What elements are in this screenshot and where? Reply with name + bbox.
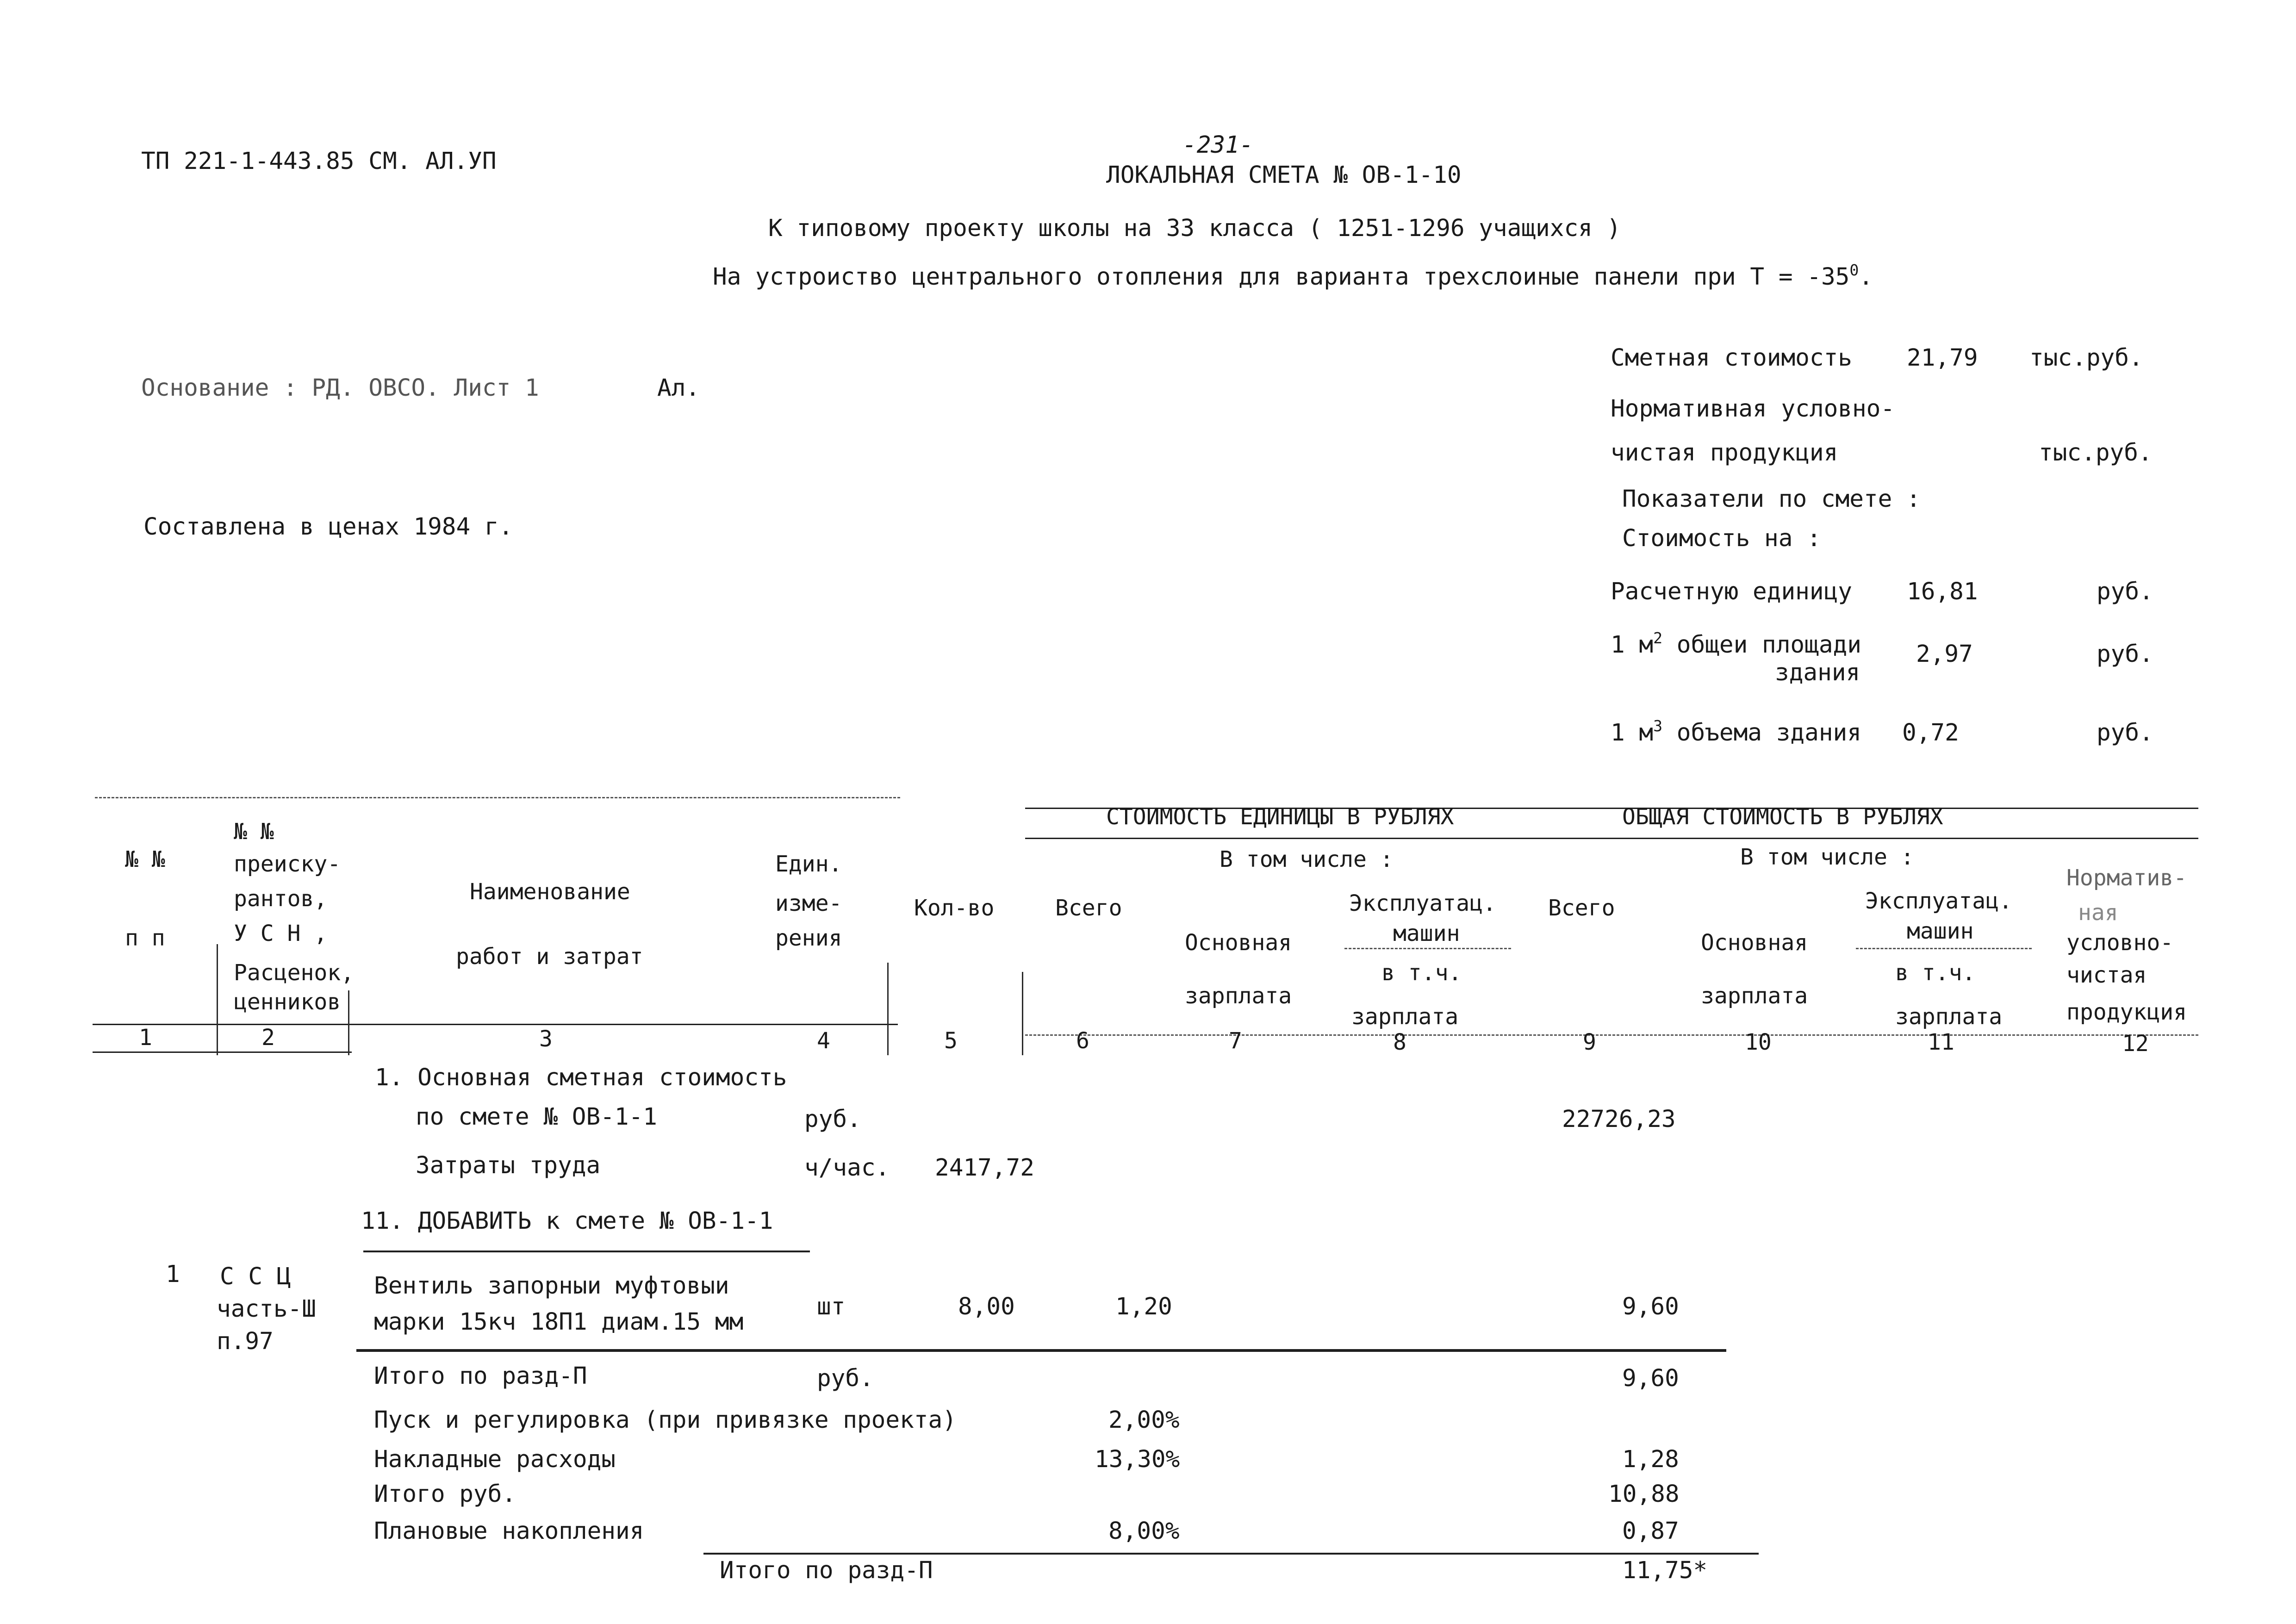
subtitle-purpose-text: На устроиство центрального отопления для варианта трехслоиные панели при Т = -35 [713, 263, 1850, 291]
col-num-11: 11 [1928, 1029, 1954, 1055]
machines2-head-d: зарплата [1895, 1004, 2003, 1030]
item-number: 1 [166, 1261, 180, 1288]
subtotal-label: Итого по разд-П [374, 1363, 587, 1390]
norm-head-b: ная [2078, 900, 2118, 926]
norm-label-1: Нормативная условно- [1611, 395, 1895, 423]
degree-sup: 0 [1849, 261, 1859, 280]
col-num-9: 9 [1583, 1029, 1596, 1055]
total-head: Всего [1055, 895, 1122, 921]
col2-head-e: Расценок, [234, 960, 355, 986]
row1-name-b: по смете № ОВ-1-1 [416, 1103, 657, 1131]
table-top-rule [95, 797, 900, 798]
subtitle-purpose [713, 261, 1873, 291]
area-label-2: здания [1775, 659, 1860, 686]
basic-wage2-head-a: Основная [1701, 930, 1808, 956]
vol-label [1611, 717, 1861, 747]
col-num-1: 1 [139, 1025, 152, 1051]
subtotal-total: 9,60 [1622, 1365, 1679, 1392]
prices-year: Составлена в ценах 1984 г. [143, 513, 513, 541]
col1-head-b: п п [125, 925, 165, 951]
col-num-7: 7 [1229, 1028, 1242, 1054]
col-num-10: 10 [1745, 1029, 1772, 1055]
subtitle-project: К типовому проекту школы на 33 класса ( 1251-1296 учащихся ) [768, 215, 1621, 242]
overhead-total: 1,28 [1622, 1446, 1679, 1473]
machines2-head-b: машин [1907, 918, 1974, 944]
machines-head-c: в т.ч. [1381, 960, 1462, 986]
document-title: ЛОКАЛЬНАЯ СМЕТА № ОВ-1-10 [1106, 162, 1462, 189]
norm-label-2: чистая продукция [1611, 439, 1838, 467]
calc-unit-unit: руб. [2097, 578, 2153, 605]
norm-head-e: продукция [2066, 999, 2187, 1025]
norm-head-c: условно- [2066, 930, 2174, 956]
vol-value: 0,72 [1902, 719, 1959, 747]
plan-total: 0,87 [1622, 1518, 1679, 1545]
item-ref-b: часть-Ш [217, 1295, 316, 1323]
vol-sup: 3 [1653, 717, 1663, 735]
item-ref-a: С С Ц [220, 1263, 291, 1290]
final-total: 11,75* [1622, 1557, 1708, 1584]
col4-head-a: Един. [775, 851, 842, 877]
num-row-rule [93, 1052, 352, 1053]
plan-pct: 8,00% [1108, 1518, 1180, 1545]
row2-name: Затраты труда [416, 1152, 601, 1179]
cost-on-label: Стоимость на : [1622, 525, 1821, 552]
col3-head-a: Наименование [470, 879, 630, 905]
item-unit: шт [817, 1293, 846, 1320]
unit-cost-group-title: СТОИМОСТЬ ЕДИНИЦЫ В РУБЛЯХ [1106, 804, 1454, 830]
item-name-a: Вентиль запорныи муфтовыи [374, 1272, 729, 1300]
col-num-8: 8 [1393, 1029, 1406, 1055]
basis-label: Основание : РД. ОВСО. Лист 1 [141, 374, 539, 402]
overhead-pct: 13,30% [1095, 1446, 1180, 1473]
col-num-5: 5 [944, 1028, 958, 1054]
row3-section-title: 11. ДОБАВИТЬ к смете № ОВ-1-1 [361, 1207, 773, 1235]
row2-unit: ч/час. [804, 1154, 890, 1182]
header-bottom-rule [93, 1024, 898, 1025]
area-label-post: общеи площади [1662, 631, 1861, 659]
machines-rule [1344, 948, 1511, 949]
basic-wage2-head-b: зарплата [1701, 983, 1808, 1009]
area-value: 2,97 [1916, 641, 1973, 668]
overhead-label: Накладные расходы [374, 1446, 616, 1473]
section-title-rule [363, 1251, 810, 1252]
area-unit: руб. [2097, 641, 2153, 668]
norm-head-d: чистая [2066, 962, 2147, 988]
col-num-3: 3 [539, 1026, 553, 1052]
machines2-head-c: в т.ч. [1895, 960, 1976, 986]
col-num-2: 2 [261, 1025, 275, 1051]
col-num-12: 12 [2122, 1031, 2149, 1057]
total2-head: Всего [1548, 895, 1615, 921]
col-sep-4 [887, 963, 889, 1055]
item-total: 9,60 [1622, 1293, 1679, 1320]
machines-head-a: Эксплуатац. [1349, 890, 1496, 916]
machines-head-d: зарплата [1351, 1004, 1459, 1030]
col-sep-2 [348, 990, 349, 1055]
col5-head: Кол-во [914, 895, 995, 921]
unit-cost-group-rule [1025, 838, 2198, 839]
item-qty: 8,00 [958, 1293, 1015, 1320]
subtotal-unit: руб. [817, 1365, 874, 1392]
basic-wage-head-b: зарплата [1185, 983, 1292, 1009]
col-num-6: 6 [1076, 1028, 1089, 1054]
including2-label: В том числе : [1740, 844, 1914, 870]
item-ref-c: п.97 [217, 1328, 274, 1355]
machines2-head-a: Эксплуатац. [1865, 888, 2012, 914]
start-label: Пуск и регулировка (при привязке проекта) [374, 1406, 957, 1434]
norm-head-a: Норматив- [2066, 865, 2187, 891]
final-label: Итого по разд-П [720, 1557, 933, 1584]
est-cost-label: Сметная стоимость [1611, 344, 1852, 372]
col-sep-5 [1022, 972, 1023, 1055]
basic-wage-head-a: Основная [1185, 930, 1292, 956]
col2-head-c: рантов, [234, 886, 328, 912]
row1-total: 22726,23 [1562, 1106, 1676, 1133]
norm-unit: тыс.руб. [2039, 439, 2153, 467]
plan-label: Плановые накопления [374, 1518, 644, 1545]
final-top-rule [703, 1553, 1759, 1555]
header-bottom-rule-right [1025, 1034, 2198, 1036]
calc-unit-label: Расчетную единицу [1611, 578, 1852, 605]
col4-head-c: рения [775, 925, 842, 951]
basis-sheet: Ал. [657, 374, 700, 402]
col-num-4: 4 [817, 1028, 830, 1054]
itogo-total: 10,88 [1608, 1481, 1680, 1508]
col2-head-d: У С Н , [234, 921, 328, 946]
col3-head-b: работ и затрат [456, 944, 643, 970]
item-price: 1,20 [1115, 1293, 1172, 1320]
indicators-label: Показатели по смете : [1622, 485, 1921, 513]
col1-head-a: № № [125, 846, 165, 872]
col2-head-a: № № [234, 819, 274, 845]
row1-unit: руб. [804, 1106, 861, 1133]
document-code: ТП 221-1-443.85 СМ. АЛ.УП [141, 148, 497, 175]
page-number: -231- [1182, 131, 1254, 159]
start-pct: 2,00% [1108, 1406, 1180, 1434]
est-cost-value: 21,79 [1907, 344, 1978, 372]
vol-unit: руб. [2097, 719, 2153, 747]
itogo-label: Итого руб. [374, 1481, 516, 1508]
area-label [1611, 629, 1861, 659]
est-cost-unit: тыс.руб. [2029, 344, 2143, 372]
including-label: В том числе : [1220, 846, 1394, 872]
machines-head-b: машин [1393, 921, 1460, 946]
item-name-b: марки 15кч 18П1 диам.15 мм [374, 1308, 744, 1336]
area-label-pre: 1 м [1611, 631, 1654, 659]
col4-head-b: изме- [775, 890, 842, 916]
row1-name-a: 1. Основная сметная стоимость [375, 1064, 787, 1091]
machines2-rule [1856, 948, 2032, 949]
area-sup: 2 [1653, 629, 1663, 647]
col-sep-1 [217, 944, 218, 1055]
col2-head-f: ценников [234, 989, 341, 1015]
col2-head-b: преиску- [234, 851, 341, 877]
total-cost-group-title: ОБЩАЯ СТОИМОСТЬ В РУБЛЯХ [1622, 804, 1943, 830]
row2-qty: 2417,72 [935, 1154, 1034, 1182]
calc-unit-value: 16,81 [1907, 578, 1978, 605]
item-bottom-rule [356, 1349, 1726, 1352]
vol-label-pre: 1 м [1611, 719, 1654, 747]
vol-label-post: объема здания [1662, 719, 1861, 747]
subtitle-purpose-end: . [1859, 263, 1873, 291]
